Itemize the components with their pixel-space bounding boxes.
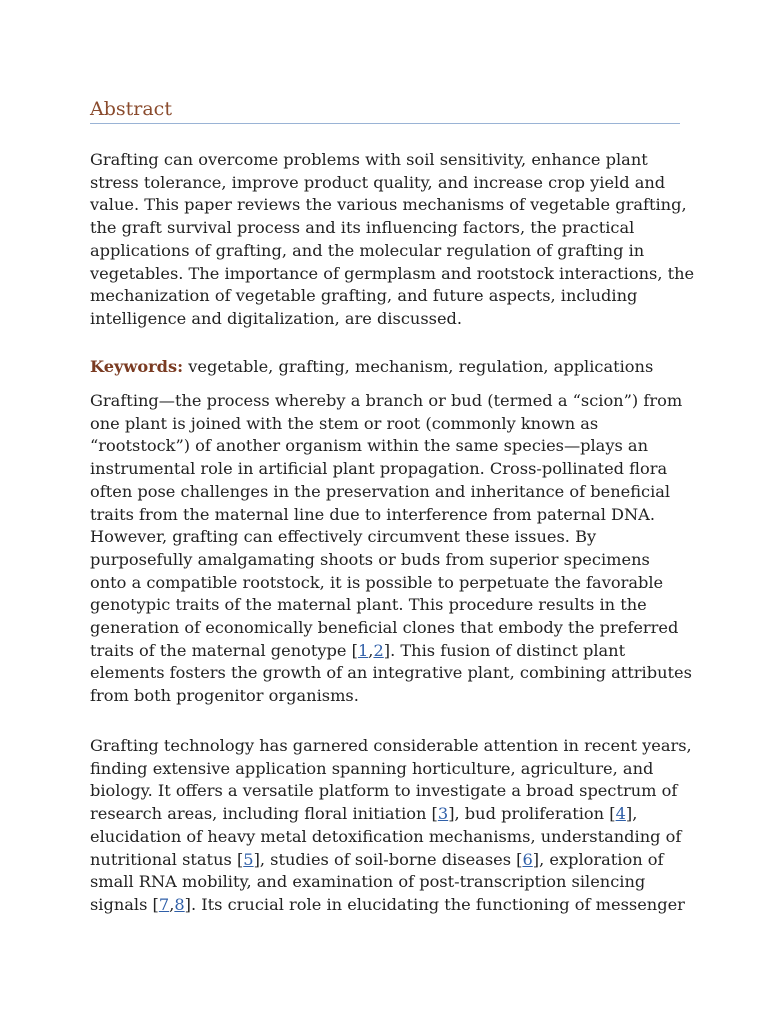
citation-link[interactable]: 8 (174, 894, 185, 914)
paragraph-line (90, 435, 680, 458)
citation-link[interactable]: 1 (357, 640, 369, 660)
paragraph-text: research areas, including floral initiation [ (90, 804, 438, 824)
abstract-heading: Abstract (90, 97, 680, 124)
paragraph-line (90, 504, 680, 527)
paragraph-line (90, 871, 680, 894)
paragraph-text: ], exploration of (532, 849, 664, 869)
citation-link[interactable]: 4 (615, 804, 626, 824)
paragraph-text: signals [ (90, 894, 159, 914)
abstract-line: applications of grafting, and the molecular regulation of grafting in (90, 240, 645, 260)
abstract-line: vegetables. The importance of germplasm and rootstock interactions, the (90, 263, 695, 283)
paragraph-text: nutritional status [ (90, 849, 244, 869)
paragraph-text: small RNA mobility, and examination of post-transcription silencing (90, 872, 646, 892)
paragraph-text: from both progenitor organisms. (90, 686, 359, 706)
paragraph-text: generation of economically beneficial clones that embody the preferred (90, 618, 679, 638)
keywords-label: Keywords: (90, 357, 184, 376)
paragraph-text: ]. Its crucial role in elucidating the functioning of messenger (184, 894, 685, 914)
paragraph-line (90, 894, 685, 917)
paragraph-text: one plant is joined with the stem or root (commonly known as (90, 413, 599, 433)
paragraph-text: ]. This fusion of distinct plant (383, 640, 626, 660)
keywords-text: vegetable, grafting, mechanism, regulation, applications (183, 357, 654, 376)
abstract-line: the graft survival process and its influencing factors, the practical (90, 218, 635, 238)
paragraph-text: traits of the maternal genotype [ (90, 640, 358, 660)
intro-paragraph-1 (90, 390, 692, 708)
citation-link[interactable]: 7 (158, 894, 170, 914)
paragraph-text: onto a compatible rootstock, it is possible to perpetuate the favorable (90, 572, 664, 592)
intro-paragraph-2 (90, 735, 692, 917)
paragraph-line (90, 594, 680, 617)
paragraph-text: However, grafting can effectively circumvent these issues. By (90, 527, 597, 547)
paragraph-text: , (169, 894, 175, 914)
paragraph-text: Grafting technology has garnered considerable attention in recent years, (90, 736, 692, 755)
abstract-line: mechanization of vegetable grafting, and future aspects, including (90, 286, 638, 306)
paragraph-line (90, 481, 680, 504)
paragraph-line (90, 780, 680, 803)
paragraph-text: ], studies of soil-borne diseases [ (253, 849, 523, 869)
paragraph-text: traits from the maternal line due to interference from paternal DNA. (90, 504, 656, 524)
paragraph-line (90, 849, 680, 872)
paragraph-text: elements fosters the growth of an integrative plant, combining attributes (90, 663, 692, 683)
paragraph-text: , (368, 640, 374, 660)
citation-link[interactable]: 2 (373, 640, 384, 660)
citation-link[interactable]: 5 (243, 849, 254, 869)
paragraph-line (90, 685, 680, 708)
paragraph-text: genotypic traits of the maternal plant. This procedure results in the (90, 595, 647, 615)
citation-link[interactable]: 3 (437, 804, 449, 824)
citation-link[interactable]: 6 (522, 849, 533, 869)
paragraph-line (90, 758, 680, 781)
paragraph-line (90, 803, 680, 826)
paragraph-text: ], bud proliferation [ (448, 804, 616, 824)
abstract-body (90, 149, 695, 331)
paragraph-line (90, 526, 680, 549)
abstract-line: value. This paper reviews the various mechanisms of vegetable grafting, (90, 195, 687, 215)
paragraph-text: ], (625, 804, 638, 824)
keywords-line (90, 356, 680, 379)
paragraph-line (90, 640, 680, 663)
paragraph-line (90, 617, 680, 640)
paragraph-line (90, 826, 680, 849)
paragraph-text: instrumental role in artificial plant propagation. Cross-pollinated flora (90, 459, 668, 479)
paragraph-text: elucidation of heavy metal detoxification mechanisms, understanding of (90, 826, 682, 846)
paragraph-text: Grafting—the process whereby a branch or bud (termed a “scion”) from (90, 391, 683, 410)
paragraph-line (90, 572, 680, 595)
paragraph-line (90, 458, 680, 481)
paragraph-line (90, 735, 692, 758)
abstract-line: Grafting can overcome problems with soil sensitivity, enhance plant (90, 150, 648, 169)
paragraph-text: biology. It offers a versatile platform to investigate a broad spectrum of (90, 781, 678, 801)
paragraph-line (90, 549, 680, 572)
paragraph-line (90, 413, 680, 436)
paragraph-line (90, 390, 683, 413)
abstract-line: intelligence and digitalization, are discussed. (90, 308, 463, 328)
paragraph-text: often pose challenges in the preservation and inheritance of beneficial (90, 481, 671, 501)
abstract-line: stress tolerance, improve product quality, and increase crop yield and (90, 172, 666, 192)
paragraph-text: “rootstock”) of another organism within the same species—plays an (90, 436, 649, 456)
paragraph-text: finding extensive application spanning horticulture, agriculture, and (90, 758, 654, 778)
paragraph-line (90, 662, 692, 685)
paragraph-text: purposefully amalgamating shoots or buds from superior specimens (90, 549, 650, 569)
